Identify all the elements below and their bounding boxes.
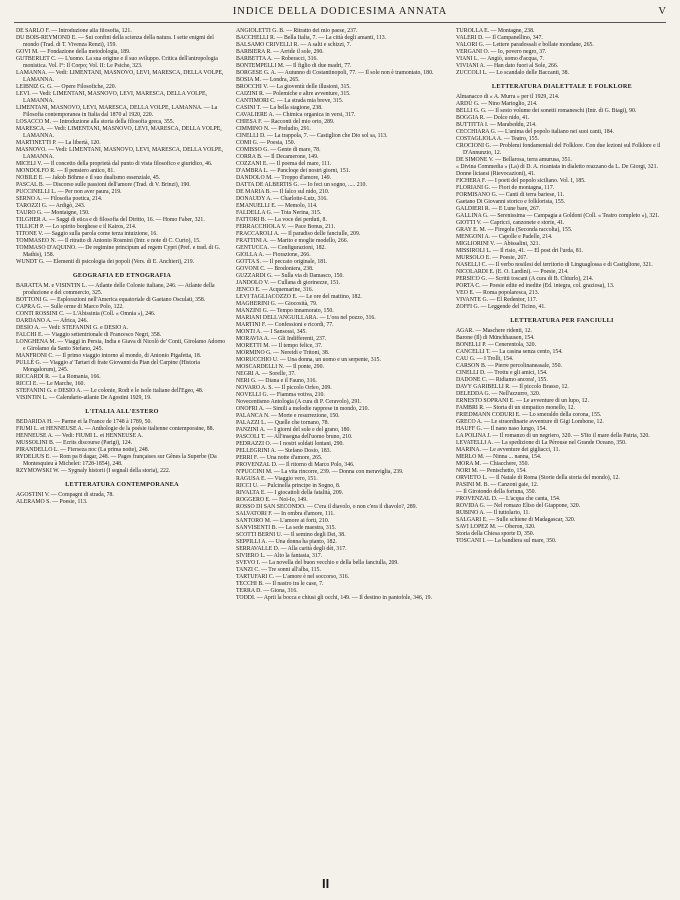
index-entry: TECCHI B. — Il nastro tra le case, 7. <box>236 581 324 587</box>
index-entry: SANTORO M. — L'amore ai forti, 210. <box>236 518 330 524</box>
index-entry: TILLICH P. — Lo spirito borghese e il Kairos, 214. <box>16 224 137 230</box>
index-entry: MORAVIA A. — Gli Indifferenti, 237. <box>236 336 327 342</box>
index-entry: DADONE C. — Ridiamo ancora!, 155. <box>456 377 548 383</box>
header-rule <box>14 22 666 23</box>
index-entry: MERLO M. — Ninna ... nanna, 154. <box>456 454 542 460</box>
index-column-3 <box>456 28 668 896</box>
index-entry: NOBILE E. — Jakob Böhme e il suo dualismo essenziale, 45. <box>16 175 161 181</box>
index-entry: MORA M. — Chiacchere, 350. <box>456 461 529 467</box>
index-entry: LA POLINA J. — Il romanzo di un negriero, 320. — S'Ito il mare della Patria, 320. <box>456 433 650 439</box>
index-entry: LAMANNA. — Vedi: LIMENTANI, MASNOVO, LEVI, MARESCA, DELLA VOLPE, LAMANNA. <box>16 70 224 83</box>
index-entry: MURSOLO E. — Poesie, 267. <box>456 255 528 261</box>
index-entry: MONDOLFO R. — Il pensiero antico, 81. <box>16 168 115 174</box>
index-entry: MENGONI A. — Capolle e Padelle, 214. <box>456 234 553 240</box>
index-entry: ONOFRI A. — Simili a melodie rapprese in mondo, 210. <box>236 406 369 412</box>
index-entry: BONELLI P. — Cenerentola, 320. <box>456 342 537 348</box>
section-heading: L'ITALIA ALL'ESTERO <box>85 408 159 415</box>
index-entry: ARDÙ G. — Nino Martoglio, 214. <box>456 101 538 107</box>
index-entry: VALERI D. — Il Campanellino, 347. <box>456 35 543 41</box>
index-entry: BALSAMO CRIVELLI R. — A salti e schizzi, 7. <box>236 42 352 48</box>
index-entry: CINELLI D. — La trappola, 7. — Castiglion che Dio sol sa, 113. <box>236 133 388 139</box>
index-entry: BONTEMPELLI M. — Il figlio di due madri, 77. <box>236 63 352 69</box>
index-entry: DARDANO A. — Africa, 246. <box>16 318 88 324</box>
index-entry: FALDELLA G. — Tota Nerina, 315. <box>236 210 322 216</box>
index-entry: N'PUCCINI M. — La vita rincorre, 239. — Donna con meraviglia, 239. <box>236 469 404 475</box>
index-entry: RICCI E. — Le Marche, 160. <box>16 381 85 387</box>
index-entry: GIOLLA A. — Fiorazione, 266. <box>236 252 311 258</box>
index-entry: CAU G. — I Trolli, 154. <box>456 356 514 362</box>
index-entry: LEVI. — Vedi: LIMENTANI, MASNOVO, LEVI, MARESCA, DELLA VOLPE, LAMANNA. <box>16 91 207 104</box>
index-entry: TAURO G. — Montaigne, 150. <box>16 210 90 216</box>
index-entry: ANGIOLETTI G. B. — Ritratto del mio paese, 237. <box>236 28 358 34</box>
index-entry: Storia della Chiesa sporte D, 350. <box>456 531 535 537</box>
index-entry: SALVATORI F. — In ombra d'amore, 111. <box>236 511 335 517</box>
index-entry: CROCIONI G. — Problemi fondamentali del Folklore. Con due lezioni sul Folklore e il D'Annunzio, 12. <box>456 143 661 156</box>
index-entry: BELLI G. G. — Il sesto volume dei sonetti romaneschi (Intr. di G. Biagi), 90. <box>456 108 637 114</box>
index-entry: BOSIA M. — Londra, 265. <box>236 77 300 83</box>
index-entry: LEVI TAGLIACOZZO E. — Le ore del mattino, 182. <box>236 294 362 300</box>
index-entry: NOVELLI G. — Fiamma votiva, 210. <box>236 392 325 398</box>
index-entry: GOVONI C. — Brodoniera, 238. <box>236 266 314 272</box>
index-entry: PUCCINELLI L. — Per non aver paura, 219. <box>16 189 122 195</box>
index-entry: PANZINI A. — I giorni del sole e del grano, 180. <box>236 427 351 433</box>
index-entry: SALGARI E. — Sulle schiene di Madagascar, 320. <box>456 517 576 523</box>
index-entry: LEIBNIZ G. G. — Opere Filosofiche, 220. <box>16 84 117 90</box>
index-entry: SERRAVALLE D. — Alla carità degli dèi, 317. <box>236 546 347 552</box>
index-entry: MANFRONI C. — Il primo viaggio intorno al mondo, di Antonio Pigafetta, 18. <box>16 353 202 359</box>
index-entry: CARSON B. — Pierre percolinaneasale, 350. <box>456 363 562 369</box>
index-entry: MARTINETTI P. — La libertà, 120. <box>16 140 101 146</box>
index-entry: PALANCA N. — Morte e resurrezione, 150. <box>236 413 340 419</box>
index-entry: LOSACCO M. — Introduzione alla storia della filosofia greca, 355. <box>16 119 175 125</box>
index-entry: VIVIANI A. — Han dato fuori al Sole, 266. <box>456 63 559 69</box>
index-entry: JENCO E. — Acquemarine, 316. <box>236 287 314 293</box>
index-entry: DELEDDA G. — Nell'azzurro, 320. <box>456 391 541 397</box>
index-entry: SERNO A. — Filosofia poetica, 214. <box>16 196 103 202</box>
index-entry: AGOSTINI V. — Compagni di strada, 78. <box>16 492 114 498</box>
index-entry: VERGANI O. — Io, povero negro, 37. <box>456 49 547 55</box>
index-entry: PROVENZAL D. — L'acqua che canta, 154. <box>456 496 561 502</box>
index-entry: BACCHELLI R. — Bella Italia, 7. — La città degli amanti, 113. <box>236 35 387 41</box>
index-entry: MAGHERINI G. — Giocosità, 79. <box>236 301 318 307</box>
index-entry: CINELLI D. — Trottu e gli amici, 154. <box>456 370 548 376</box>
index-entry: GRAY E. M. — Firegolu (Seconda raccolta), 155. <box>456 227 573 233</box>
index-entry: MISSIROLI L. — Il risio, 41. — El post dri l'urda, 81. <box>456 248 583 254</box>
index-entry: ORVIETO L. — Il Natale di Roma (Storie della storia del mondo), 12. <box>456 475 620 481</box>
index-entry: RUBINO A. — Il tuttolario, 11. <box>456 510 530 516</box>
index-entry: FATTORI B. — La voce dei perduti, 8. <box>236 217 327 223</box>
index-entry: PALAZZI L. — Quelle che tornano, 78. <box>236 420 329 426</box>
index-entry: MORETTI M. — Il tempo felice, 37. <box>236 343 323 349</box>
index-entry: TARTUFARI C. — L'amore è nel soccorso, 316. <box>236 574 350 580</box>
index-entry: TUROLLA E. — Montagne, 238. <box>456 28 535 34</box>
index-entry: MOSCARDELLI N. — Il ponte, 290. <box>236 364 324 370</box>
index-entry: PASCOLI T. — All'insegna dell'uomo bruno, 210. <box>236 434 353 440</box>
index-entry: LIMENTANI, MASNOVO, LEVI, MARESCA, DELLA VOLPE, LAMANNA. — La Filosofia contemporanea in Italia dal 1870 al 1920, 220. <box>16 105 218 118</box>
index-entry: RIVALTA E. — I giocattoli della fatalità, 209. <box>236 490 344 496</box>
index-entry: ZOFFI G. — Leggende del Ticino, 41. <box>456 304 546 310</box>
index-entry: CAIZINI R. — Polemiche e altre avventure, 315. <box>236 91 351 97</box>
index-entry: GOVI M. — Fondazione della metodologia, 189. <box>16 49 131 55</box>
index-entry: BROCCHI V. — La gioventù delle illusioni, 315. <box>236 84 351 90</box>
index-entry: GENTUCCA. — Configurazioni, 182. <box>236 245 326 251</box>
index-entry: CECCHIARA G. — L'anima del popolo italiano nei suoi canti, 184. <box>456 129 615 135</box>
index-entry: FRACCAROLI A. — Il paradiso delle fanciulle, 209. <box>236 231 361 237</box>
index-entry: VEO E. — Roma popolaresca, 213. <box>456 290 540 296</box>
index-entry: FAMBRI R. — Storia di un simpatico monello, 12. <box>456 405 575 411</box>
index-entry: HAUFF G. — Il nano naso lungo, 154. <box>456 426 547 432</box>
section-heading: GEOGRAFIA ED ETNOGRAFIA <box>72 272 172 279</box>
index-entry: VIANI L. — Angiò, uomo d'acqua, 7. <box>456 56 544 62</box>
index-entry: TODDI. — Aprii la bocca e chiusi gli occhi, 149. — Il destino in pantofole, 346, 19. <box>236 595 432 601</box>
index-entry: BARBETTA A. — Roberacci, 316. <box>236 56 318 62</box>
index-entry: COMI G. — Poesia, 150. <box>236 140 296 146</box>
index-column-2 <box>236 28 448 896</box>
index-entry: GIOTTI V. — Capricci, canzonete e storie, 41. <box>456 220 565 226</box>
index-entry: Almanacco di « A. Murra » per il 1929, 214. <box>456 94 560 100</box>
index-entry: MARIANI DELL'ANGUILLARA. — L'ora nel pozzo, 316. <box>236 315 376 321</box>
index-entry: CONTI ROSSINI C. — L'Abissinia (Coll. « Omnia »), 246. <box>16 311 156 317</box>
index-entry: BARATTA M. e VISINTIN L. — Atlante delle Colonie italiane, 246. — Atlante della produzione e del commercio, 325. <box>16 283 215 296</box>
index-entry: FALCHI E. — Viaggio settentrionale di Francesco Negri, 358. <box>16 332 162 338</box>
index-entry: ZUCCOLI L. — Lo scandalo delle Baccanti, 38. <box>456 70 570 76</box>
index-entry: TERRA D. — Giona, 316. <box>236 588 298 594</box>
index-entry: TOSCANI I. — La bandiera sul mare, 350. <box>456 538 557 544</box>
index-entry: DANDOLO M. — Troppo d'amore, 149. <box>236 175 332 181</box>
index-entry: PULLÈ G. — Viaggio a' Tartari di frate Giovanni da Pian del Carpine (Historia Mongalorum), 245. <box>16 360 200 373</box>
index-entry: GALLINA G. — Serenissima — Campagia a Goldoni (Coll. « Teatro completo »), 321. <box>456 213 660 219</box>
index-entry: D'AMBRA L. — Pancloqe dei nostri giorni, 151. <box>236 168 351 174</box>
index-entry: PASCAL B. — Discorso sulle passioni dell'amore (Trad. di V. Brinzi), 190. <box>16 182 191 188</box>
handwritten-mark: II <box>322 876 330 891</box>
index-entry: BORGESE G. A. — Autunno di Costantinopoli, 77. — Il sole non è tramontato, 180. <box>236 70 434 76</box>
index-entry: COMISSO G. — Gente di mare, 78. <box>236 147 321 153</box>
index-entry: PELLEGRINI A. — Stefano Dosio, 183. <box>236 448 331 454</box>
index-entry: Barone (Il) di Münchhausen, 154. <box>456 335 535 341</box>
index-entry: JANDOLO V. — Cullana di giorinezze, 151. <box>236 280 341 286</box>
index-entry: FRATTINI A. — Marito e moglie modello, 266. <box>236 238 349 244</box>
index-entry: MASNOVO. — Vedi: LIMENTANI, MASNOVO, LEVI, MARESCA, DELLA VOLPE, LAMANNA. <box>16 147 224 160</box>
index-entry: STEFANINI G. e DESIO A. — Le colonie, Rodi e le isole italiane dell'Egeo, 48. <box>16 388 204 394</box>
index-entry: TOMMASO D'AQUINO. — De regimine principum ad regem Cypri (Pref. e trad. di G. Mathis), 158. <box>16 245 221 258</box>
index-entry: MANZINI G. — Tempo innamorato, 150. <box>236 308 334 314</box>
index-entry: Donne liciaesi (Rievocazioni), 41. <box>456 171 536 177</box>
index-entry: MARINA. — Le avventure dei gigliacci, 11. <box>456 447 560 453</box>
index-entry: FIUMI L. et HENNEUSE A. — Anthologie de la poésie italienne contemporaine, 88. <box>16 426 215 432</box>
index-entry: ROVIDA G. — Nel romazo Eliso del Giappone, 320. <box>456 503 581 509</box>
index-entry: MARTINI F. — Confessioni e ricordi, 77. <box>236 322 334 328</box>
index-entry: SVEVO I. — La novella del buon vecchio e della bella fanciulla, 209. <box>236 560 399 566</box>
index-entry: NOVARO A. S. — Il piccolo Orfeo, 209. <box>236 385 332 391</box>
section-heading: LETTERATURA CONTEMPORANEA <box>65 481 179 488</box>
index-entry: CANCELLI T. — La casina senza cento, 154. <box>456 349 563 355</box>
index-entry: TAROZZI G. — Ardigò, 243. <box>16 203 86 209</box>
index-entry: COSTAGLIOLA A. — Teatro, 155. <box>456 136 539 142</box>
index-entry: DESIO A. — Vedi: STEFANINI G. e DESIO A. <box>16 325 129 331</box>
index-entry: BEDARIDA H. — Parme et la France de 1748 à 1789, 50. <box>16 419 152 425</box>
index-entry: ALERAMO S. — Poesie, 113. <box>16 499 88 505</box>
index-entry: NEGRI A. — Sorelle, 37. <box>236 371 296 377</box>
index-entry: DAVY GARIBELLI R. — Il piccolo Brasso, 12. <box>456 384 569 390</box>
index-entry: CORRA B. — Il Decamerone, 149. <box>236 154 319 160</box>
index-entry: ROSSO DI SAN SECONDO. — C'era il diavolo, o non c'era il diavolo?, 289. <box>236 504 417 510</box>
index-entry: NERI G. — Diana e il Fauno, 316. <box>236 378 317 384</box>
index-entry: DE SIMONE V. — Bellarosa, terra amurusa, 351. <box>456 157 572 163</box>
index-entry: — Il Girotondo della fortuna, 350. <box>456 489 537 495</box>
index-entry: SEPPILLI A. — Una donna ha pianto, 182. <box>236 539 337 545</box>
index-entry: PASINI M. B. — Canzoni gaie, 12. <box>456 482 539 488</box>
page-header <box>0 6 680 22</box>
index-columns <box>16 28 668 896</box>
index-entry: BOGGIA R. — Dolce nido, 41. <box>456 115 530 121</box>
index-entry: DU BOIS-REYMOND E. — Sui confini della scienza della natura. I sette enigmi del mondo (Trad. di T. Vivenza Renzi), 159. <box>16 35 214 48</box>
index-entry: TILGHER A. — Saggi di etica e di filosofia del Diritto, 16. — Homo Faber, 321. <box>16 217 205 223</box>
index-entry: MICELI V. — Il concetto della proprietà dal punto di vista filosofico e giuridico, 46. <box>16 161 213 167</box>
index-entry: GRECO A. — Le straordinarie avventure di Gigi Lombone, 12. <box>456 419 604 425</box>
index-entry: SAVI LOPEZ M. — Oberon, 320. <box>456 524 536 530</box>
index-entry: VALORI G. — Lettere paradossali e bollate mondane, 265. <box>456 42 594 48</box>
index-entry: CHIESA F. — Racconti del mio orto, 289. <box>236 119 335 125</box>
index-entry: BUTTITTA I. — Marabeddu, 214. <box>456 122 537 128</box>
page-title: INDICE DELLA DODICESIMA ANNATA <box>232 6 448 17</box>
index-entry: MORUCCHIO U. — Una donna, un uomo e un serpente, 315. <box>236 357 381 363</box>
index-entry: PIRANDELLO L. — Fierseza noc (La prima notte), 248. <box>16 447 150 453</box>
index-entry: BOTTONI G. — Esplorazioni nell'America equatoriale di Gaetano Osculati, 358. <box>16 297 206 303</box>
index-entry: MARESCA. — Vedi: LIMENTANI, MASNOVO, LEVI, MARESCA, DELLA VOLPE, LAMANNA. <box>16 126 222 139</box>
index-entry: SIVIERO L. — Alto la fantasia, 317. <box>236 553 323 559</box>
index-entry: VIVANTE G. — El Redentor, 117. <box>456 297 538 303</box>
index-entry: RZYMOWSKI W. — Sygnaly historii (I segnali della storia), 222. <box>16 468 171 474</box>
index-entry: « Divina Commedia » (La) di D. A. ricantata in dialetto reazzano da L. De Giorgi, 321. <box>456 164 658 170</box>
index-entry: TOMMASEO N. — Il ritratto di Antonio Rosmini (Intr. e note di C. Curto), 15. <box>16 238 201 244</box>
index-entry: TITONE V. — Saggio sulla parola come terza intuizione, 16. <box>16 231 158 237</box>
index-entry: CANTIMORI C. — La strada mia breve, 315. <box>236 98 344 104</box>
index-entry: AGAR. — Maschere ridenti, 12. <box>456 328 532 334</box>
index-entry: VISINTIN L. — Calendario-atlante De Agostini 1929, 19. <box>16 395 152 401</box>
index-entry: DONAUDY A. — Charlotte-Lutz, 316. <box>236 196 328 202</box>
section-heading: LETTERATURA PER FANCIULLI <box>510 317 614 324</box>
index-entry: PERRI F. — Una notte d'amore, 265. <box>236 455 323 461</box>
index-entry: PROVENZAL D. — Il ritorno di Marco Polo, 346. <box>236 462 355 468</box>
index-entry: LEVATELLI A. — La spedizione di La Pérouse nel Grande Oceano, 350. <box>456 440 627 446</box>
index-entry: ROGGERO E. — Noi-Io, 149. <box>236 497 308 503</box>
index-entry: GOTTA S. — Il peccato originale, 181. <box>236 259 328 265</box>
index-entry: SANVISENTI B. — La sede maestra, 315. <box>236 525 336 531</box>
index-entry: HENNEUSE A. — Vedi: FIUMI L. et HENNEUSE A. <box>16 433 143 439</box>
index-entry: WUNDT G. — Elementi di psicologia dei popoli (Vers. di E. Anchieri), 219. <box>16 259 195 265</box>
index-entry: PERSICO G. — Scritti toscani (A cura di B. Chiurlo), 214. <box>456 276 594 282</box>
section-heading: LETTERATURA DIALETTALE E FOLKLORE <box>491 83 633 90</box>
index-entry: DE MARIA B. — Il falco sul nido, 210. <box>236 189 330 195</box>
index-entry: FLORIANI G. — Fiori de montagna, 117. <box>456 185 555 191</box>
index-entry: PEDRAZZI O. — I nostri soldati lontani, 290. <box>236 441 344 447</box>
index-entry: FRIEDMANN CODURI E. — Lo smeraldo della corona, 155. <box>456 412 602 418</box>
index-entry: RICCI U. — Pulcinella principe in Sogno, 8. <box>236 483 341 489</box>
index-entry: Gaetano Di Giovanni storico e folklorista, 155. <box>456 199 566 205</box>
index-entry: Novecentismo Antologia (A cura di P. Ceravolo), 291. <box>236 399 362 405</box>
index-entry: BARBIERA R. — Arride il sole, 290. <box>236 49 324 55</box>
index-entry: DATTA DE ALBERTIS G. — Io feci un sogno, ..... 210. <box>236 182 367 188</box>
index-entry: MONTI A. — I Sansossi, 345. <box>236 329 307 335</box>
index-entry: LONGHENA M. — Viaggi in Persia, India e Giava di Nicolò de' Conti, Girolamo Adorno e Girolamo da Santo Stefano, 245. <box>16 339 226 352</box>
index-entry: RICCARDI R. — La Romania, 166. <box>16 374 101 380</box>
index-entry: COZZANI E. — Il poema del mare, 111. <box>236 161 332 167</box>
index-entry: FICHERA F. — I poeti del popolo siciliano. Vol. I, 185. <box>456 178 586 184</box>
index-entry: SCOTTI BERNI U. — Il semino degli Dei, 38. <box>236 532 346 538</box>
index-entry: CAPRA G. — Sulle orme di Marco Polo, 122. <box>16 304 124 310</box>
index-entry: GUZZARDI G. — Sulla via di Damasco, 150. <box>236 273 344 279</box>
index-entry: RYDELIUS E. — Rom pa 8 dagar, 248. — Pages françaises sur Gênes la Superbe (Da Montesquieu à Michelet: 1728-1854), 248. <box>16 454 217 467</box>
index-entry: NICOLARDI E. (E. O. Lardini). — Poesie, 214. <box>456 269 569 275</box>
index-entry: EMANUELLI E. — Memolo, 114. <box>236 203 318 209</box>
index-entry: GUTBERLET C. — L'uomo. La sua origine e il suo sviluppo. Critica dell'antropologia monistica. Vol. I°: Il Corpo; Vol. II: Le Psiche, 323. <box>16 56 218 69</box>
index-entry: CASINI T. — La bella stagione, 238. <box>236 105 323 111</box>
index-entry: ERNESTO SOPRANI E. — Le avventure di un lupo, 12. <box>456 398 589 404</box>
index-column-1 <box>16 28 228 896</box>
index-entry: MUSSOLINI B. — Ecrits discourse (Parigi), 124. <box>16 440 133 446</box>
index-entry: CAVALIERE A. — Chimica organica in versi, 317. <box>236 112 356 118</box>
index-entry: MIGLIORINI V. — Abissalini, 321. <box>456 241 541 247</box>
index-entry: FORMISANO G. — Canti di terra bariese, 11. <box>456 192 565 198</box>
index-entry: MORMINO G. — Nereidi e Tritoni, 38. <box>236 350 330 356</box>
index-entry: GALDIERI R. — E Lune bare, 267. <box>456 206 541 212</box>
index-entry: TANZI C. — Tre sonni all'alba, 115. <box>236 567 321 573</box>
index-entry: NASELLI C. — Il verbo nosilesi del territorio di Linguaglossa e di Castiglione, 321. <box>456 262 653 268</box>
index-entry: RAGUSA E. — Viaggio vero, 151. <box>236 476 318 482</box>
index-entry: PORTA C. — Poesie edite ed inedite (Ed. integra, col. graziosa), 13. <box>456 283 615 289</box>
index-entry: DE SARLO F. — Introduzione alla filosofia, 121. <box>16 28 132 34</box>
index-entry: CIMMINO N. — Preludio, 291. <box>236 126 311 132</box>
page-number: V <box>658 6 666 17</box>
index-entry: NORI M. — Penischetto, 154. <box>456 468 527 474</box>
index-entry: FERRACCHIOLA V. — Pace Bonus, 211. <box>236 224 336 230</box>
